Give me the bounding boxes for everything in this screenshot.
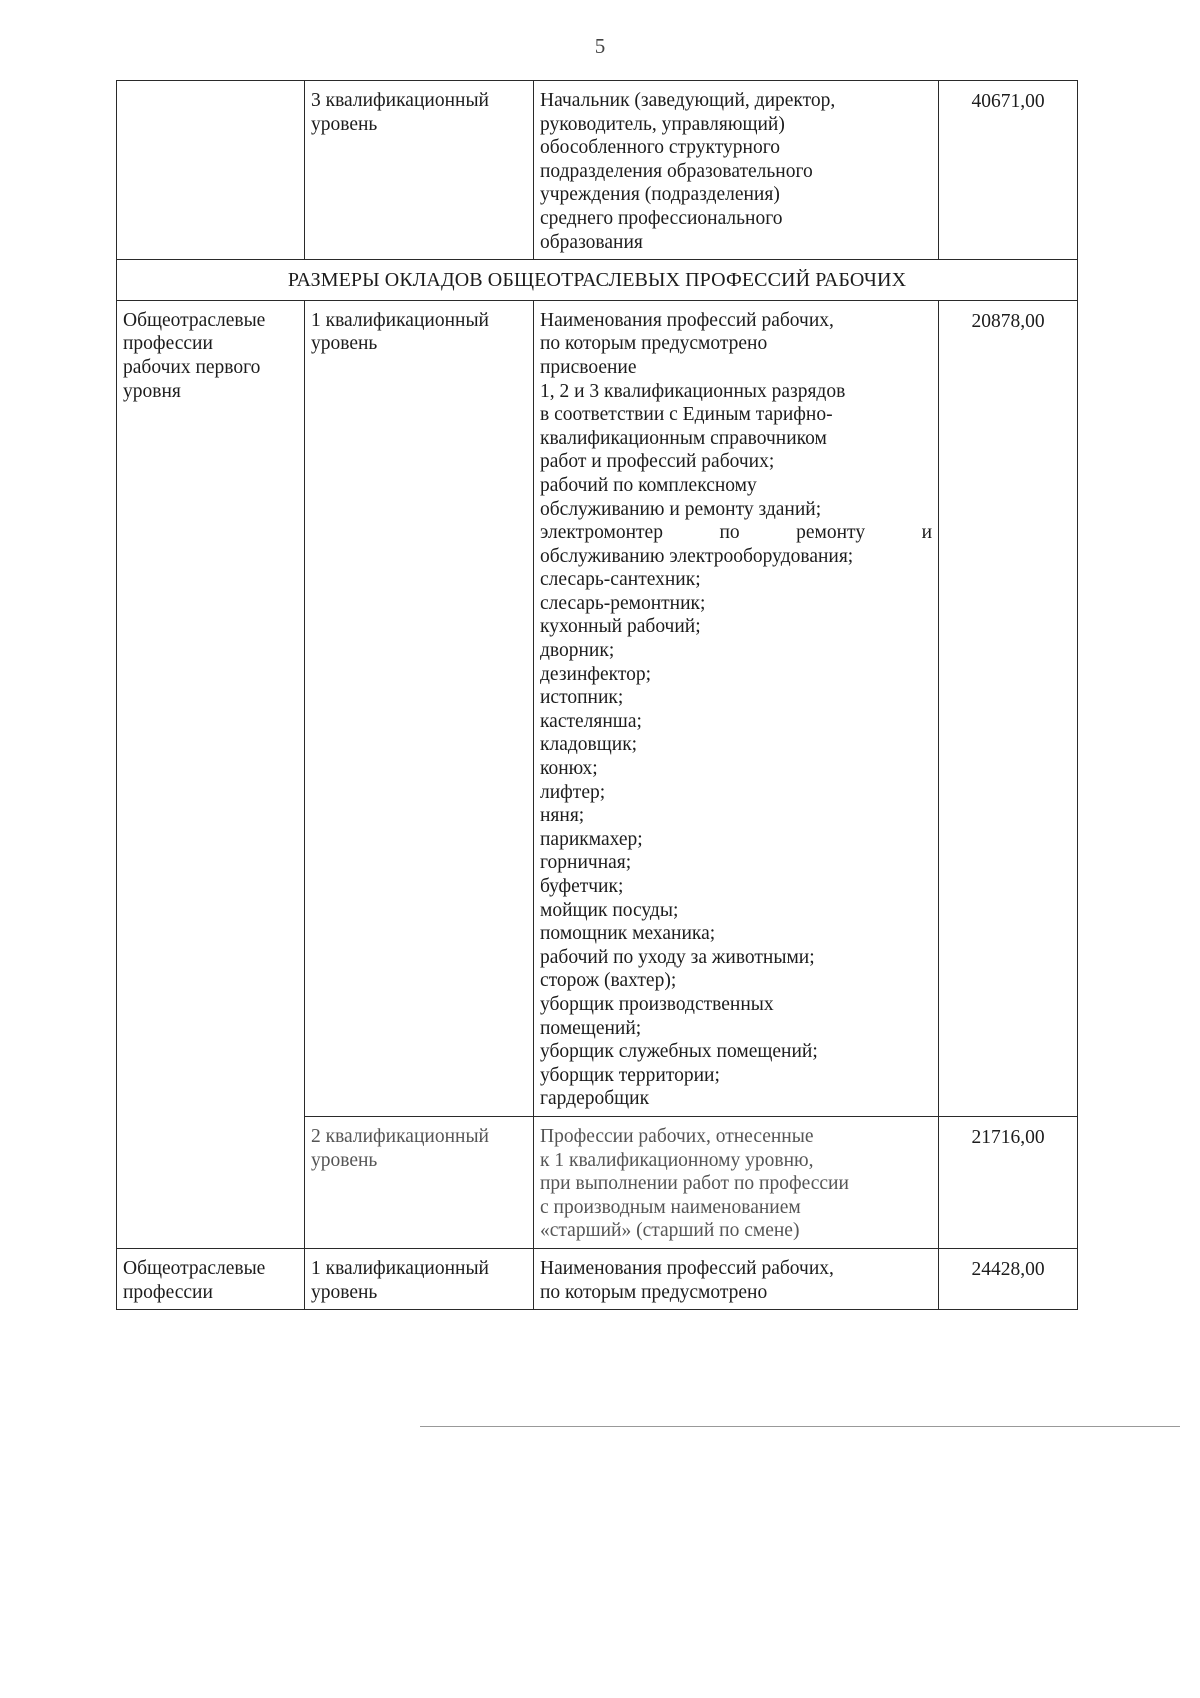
page-number: 5 [594, 34, 606, 58]
salary-table [116, 80, 1078, 1310]
amount-cell: 40671,00 [939, 81, 1078, 260]
table-row [117, 300, 1078, 1116]
level-cell: 1 квалификационный уровень [305, 300, 534, 1116]
amount-cell: 21716,00 [939, 1116, 1078, 1248]
word: ремонту [796, 522, 866, 544]
amount-cell: 20878,00 [939, 300, 1078, 1116]
position-cell: Начальник (заведующий, директор, руководитель, управляющий) обособленного структурного подразделения образовательного учреждения (подразделения) среднего профессионального образования [534, 81, 939, 260]
section-title: РАЗМЕРЫ ОКЛАДОВ ОБЩЕОТРАСЛЕВЫХ ПРОФЕССИЙ РАБОЧИХ [117, 260, 1078, 301]
table-row [117, 1248, 1078, 1309]
professions-cell: Профессии рабочих, отнесенные к 1 квалификационному уровню, при выполнении работ по профессии с производным наименованием «старший» (старший по смене) [534, 1116, 939, 1248]
word: электромонтер [540, 522, 663, 544]
amount-cell: 24428,00 [939, 1248, 1078, 1309]
group-cell-empty [117, 81, 305, 260]
word: по [719, 522, 740, 544]
group-cell: Общеотраслевые профессии [117, 1248, 305, 1309]
level-cell: 2 квалификационный уровень [305, 1116, 534, 1248]
professions-list: обслуживанию электрооборудования; слесарь-сантехник; слесарь-ремонтник; кухонный рабочий; дворник; дезинфектор; истопник; кастелянша; кладовщик; конюх; лифтер; няня; парикмахер; горничная; буфетчик; мойщик посуды; помощник механика; рабочий по уходу за животными; сторож (вахтер); уборщик производственных помещений; уборщик служебных помещений; уборщик территории; гардеробщик [540, 545, 854, 1110]
group-cell: Общеотраслевые профессии рабочих первого уровня [117, 300, 305, 1248]
professions-cell [534, 300, 939, 1116]
section-header-row [117, 260, 1078, 301]
footer-rule [420, 1426, 1180, 1427]
word: и [921, 522, 932, 544]
table-row [117, 81, 1078, 260]
justified-line [540, 521, 932, 545]
professions-intro: Наименования профессий рабочих, по которым предусмотрено присвоение 1, 2 и 3 квалификационных разрядов в соответствии с Единым тарифно- квалификационным справочником работ и профессий рабочих; рабочий по комплексному обслуживанию и ремонту зданий; [540, 309, 846, 520]
level-cell: 3 квалификационный уровень [305, 81, 534, 260]
level-cell: 1 квалификационный уровень [305, 1248, 534, 1309]
professions-cell: Наименования профессий рабочих, по которым предусмотрено [534, 1248, 939, 1309]
